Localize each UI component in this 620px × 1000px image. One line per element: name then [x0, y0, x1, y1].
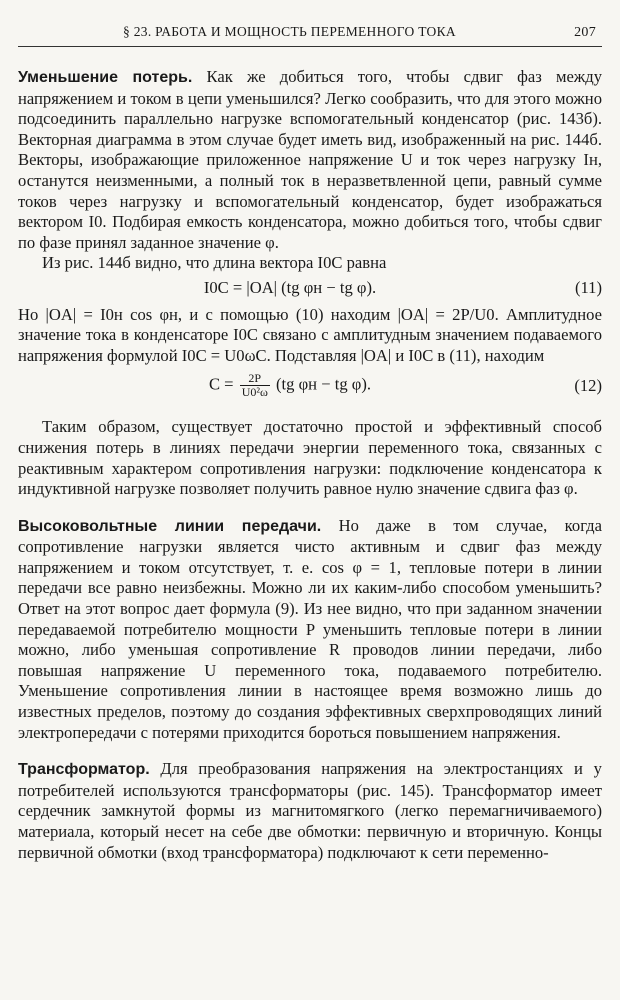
- equation-12-body: [18, 372, 562, 399]
- section-title: § 23. РАБОТА И МОЩНОСТЬ ПЕРЕМЕННОГО ТОКА: [123, 24, 456, 39]
- paragraph-losses-text: Как же добиться того, чтобы сдвиг фаз между напряжением и током в цепи уменьшился? Легко сообразить, что для этого можно подсоединить параллельно нагрузке вспомогательный конденсатор (рис. 143б). Векторная диаграмма в этом случае будет иметь вид, изображенный на рис. 144б. Векторы, изображающие приложенное напряжение U и ток через нагрузку Iн, останутся неизменными, а полный ток в неразветвленной цепи, равный сумме токов через нагрузку и вспомогательный конденсатор, будет изображаться вектором I0. Подбирая емкость конденсатора, можно добиться того, чтобы сдвиг по фазе принял заданное значение φ.: [18, 67, 603, 252]
- heading-transformer: Трансформатор.: [18, 761, 150, 779]
- equation-11-label: (11): [574, 277, 602, 297]
- equation-12-fraction: [240, 372, 270, 399]
- paragraph-transformer-text: Для преобразования напряжения на электростанциях и у потребителей используются трансформаторы (рис. 145). Трансформатор имеет сердечник замкнутой формы из магнитомягкого (легко перемагничиваемого) материала, который несет на себе две обмотки: первичную и вторичную. Концы первичной обмотки (вход трансформатора) подключают к сети переменно-: [18, 759, 602, 862]
- paragraph-amplitude: Но |OA| = I0н cos φн, и с помощью (10) находим |OA| = 2P/U0. Амплитудное значение тока в конденсаторе I0C связано с амплитудным значением подаваемого напряжения формулой I0C = U0ωC. Подставляя |OA| и I0C в (11), находим: [18, 304, 602, 365]
- paragraph-vector-length: Из рис. 144б видно, что длина вектора I0C равна: [42, 253, 387, 273]
- heading-losses: Уменьшение потерь.: [18, 69, 193, 86]
- equation-11: [18, 278, 602, 299]
- equation-12-numerator: 2P: [240, 372, 270, 386]
- equation-12-lhs: C =: [208, 374, 234, 394]
- equation-12-label: (12): [574, 375, 602, 395]
- equation-12-denominator: U0²ω: [241, 385, 268, 400]
- body-text: [18, 67, 602, 863]
- paragraph-losses: [18, 67, 602, 253]
- paragraph-conclusion: Таким образом, существует достаточно простой и эффективный способ снижения потерь в линиях передачи энергии переменного тока, связанных с реактивным характером сопротивления нагрузки: подключение конденсатора к индуктивной нагрузке позволяет получить равное нулю значение сдвига фаз φ.: [18, 417, 602, 499]
- paragraph-hv-lines: [18, 516, 602, 744]
- equation-12: [18, 372, 602, 399]
- paragraph-transformer: [18, 759, 602, 863]
- page-number: 207: [574, 25, 596, 40]
- equation-11-body: I0C = |OA| (tg φн − tg φ).: [203, 277, 377, 297]
- running-head: [18, 24, 602, 47]
- heading-hv-lines: Высоковольтные линии передачи.: [18, 517, 322, 535]
- paragraph-hv-lines-text: Но даже в том случае, когда сопротивление нагрузки является чисто активным и сдвиг фаз между напряжением и током отсутствует, т. е. cos φ = 1, тепловые потери в линии передачи все равно неизбежны. Можно ли их каким-либо способом уменьшить? Ответ на этот вопрос дает формула (9). Из нее видно, что при заданном значении передаваемой потребителю мощности P уменьшить тепловые потери в линии можно, либо уменьшая сопротивление R проводов линии передачи, либо повышая напряжение U переменного тока, подаваемого потребителю. Уменьшение сопротивления линии в настоящее время возможно лишь до известных пределов, поэтому до создания эффективных сверхпроводящих линий электропередачи с потерями приходится бороться повышением напряжения.: [18, 515, 602, 742]
- equation-12-rhs: (tg φн − tg φ).: [276, 374, 372, 394]
